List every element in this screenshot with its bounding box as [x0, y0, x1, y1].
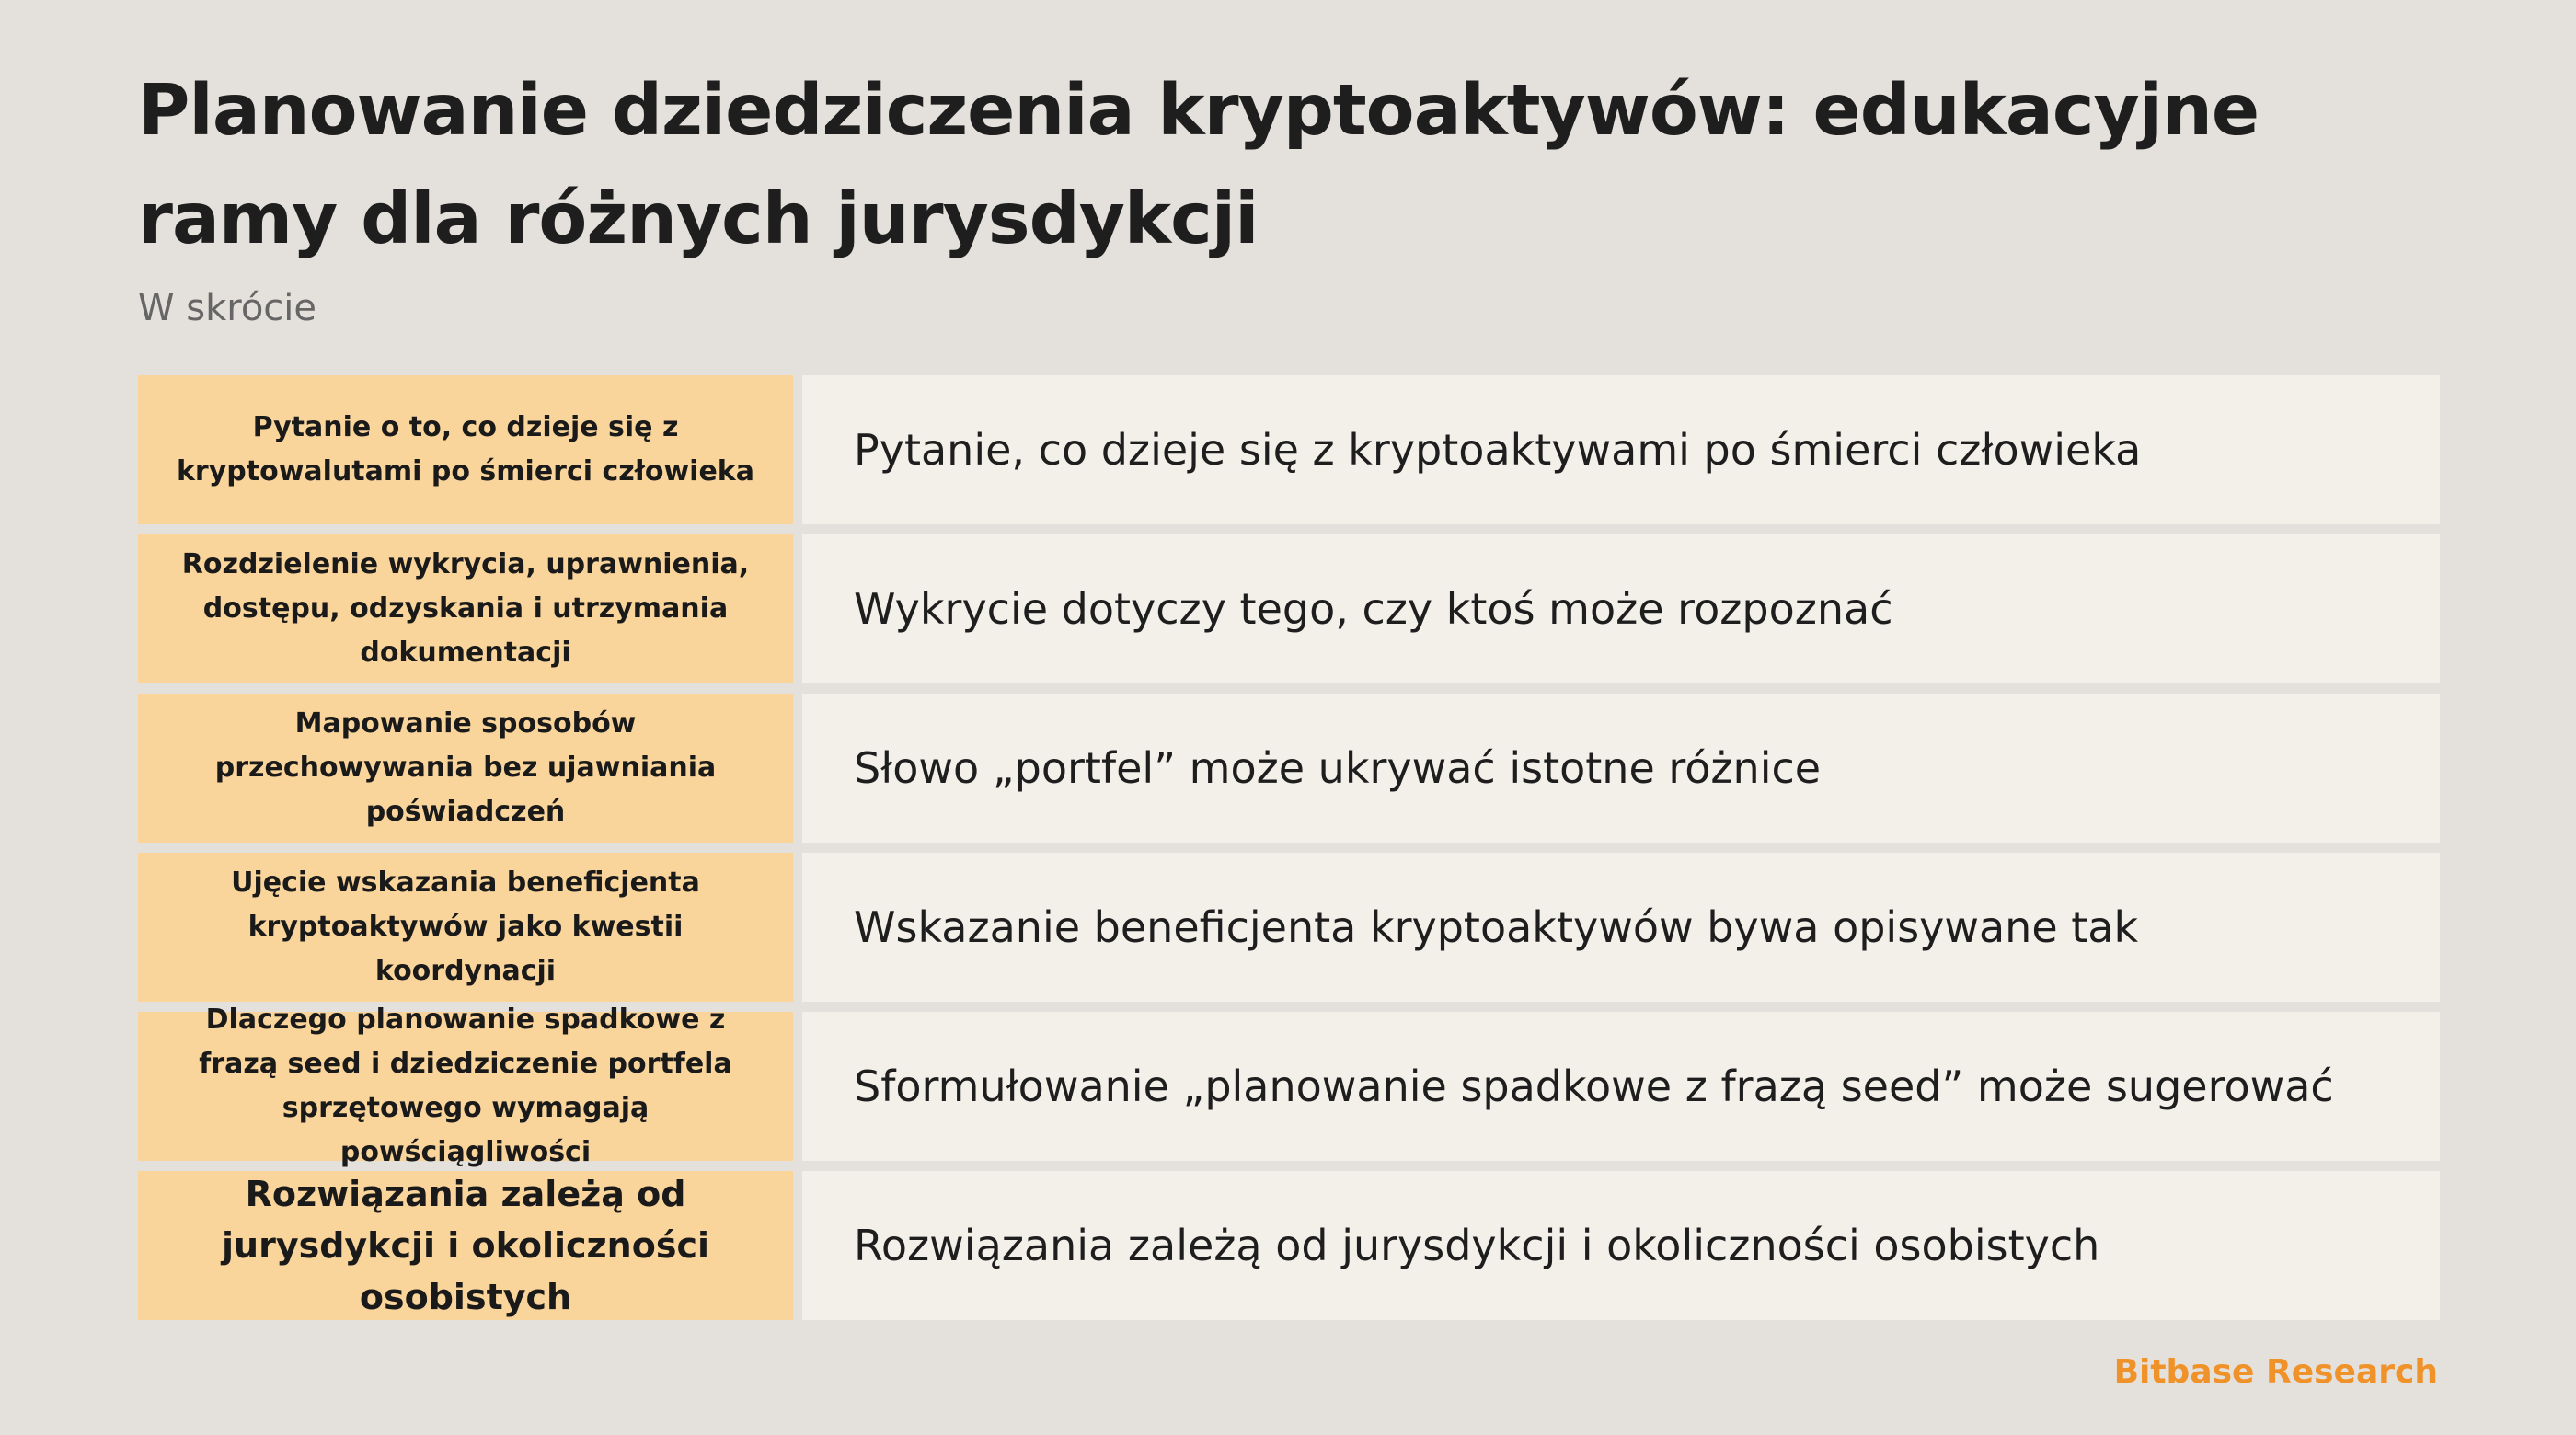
row-text: Wykrycie dotyczy tego, czy ktoś może rozpoznać: [802, 534, 2440, 683]
row-label: Rozwiązania zależą od jurysdykcji i okoliczności osobistych: [138, 1171, 793, 1320]
row-divider: [793, 375, 802, 524]
table-row: [138, 1171, 2440, 1320]
row-text: Wskazanie beneficjenta kryptoaktywów bywa opisywane tak: [802, 853, 2440, 1002]
row-divider: [793, 1171, 802, 1320]
row-text: Słowo „portfel” może ukrywać istotne różnice: [802, 694, 2440, 843]
summary-table: [138, 375, 2440, 1320]
row-label: Dlaczego planowanie spadkowe z frazą seed i dziedziczenie portfela sprzętowego wymagają powściągliwości: [138, 1012, 793, 1161]
page-title: Planowanie dziedziczenia kryptoaktywów: edukacyjne ramy dla różnych jurysdykcji: [138, 70, 2260, 260]
row-label: Rozdzielenie wykrycia, uprawnienia, dostępu, odzyskania i utrzymania dokumentacji: [138, 534, 793, 683]
row-text: Pytanie, co dzieje się z kryptoaktywami po śmierci człowieka: [802, 375, 2440, 524]
row-label: Mapowanie sposobów przechowywania bez ujawniania poświadczeń: [138, 694, 793, 843]
page-subtitle: W skrócie: [138, 287, 317, 329]
row-label: Pytanie o to, co dzieje się z kryptowalutami po śmierci człowieka: [138, 375, 793, 524]
row-text: Rozwiązania zależą od jurysdykcji i okoliczności osobistych: [802, 1171, 2440, 1320]
brand-wordmark: Bitbase Research: [2113, 1353, 2438, 1391]
table-row: [138, 1004, 2440, 1168]
row-divider: [793, 1012, 802, 1161]
row-divider: [793, 853, 802, 1002]
row-label: Ujęcie wskazania beneficjenta kryptoaktywów jako kwestii koordynacji: [138, 853, 793, 1002]
table-row: [138, 853, 2440, 1002]
table-row: [138, 375, 2440, 524]
table-row: [138, 694, 2440, 843]
table-row: [138, 534, 2440, 683]
row-divider: [793, 534, 802, 683]
row-text: Sformułowanie „planowanie spadkowe z frazą seed” może sugerować: [802, 1012, 2440, 1161]
row-divider: [793, 694, 802, 843]
